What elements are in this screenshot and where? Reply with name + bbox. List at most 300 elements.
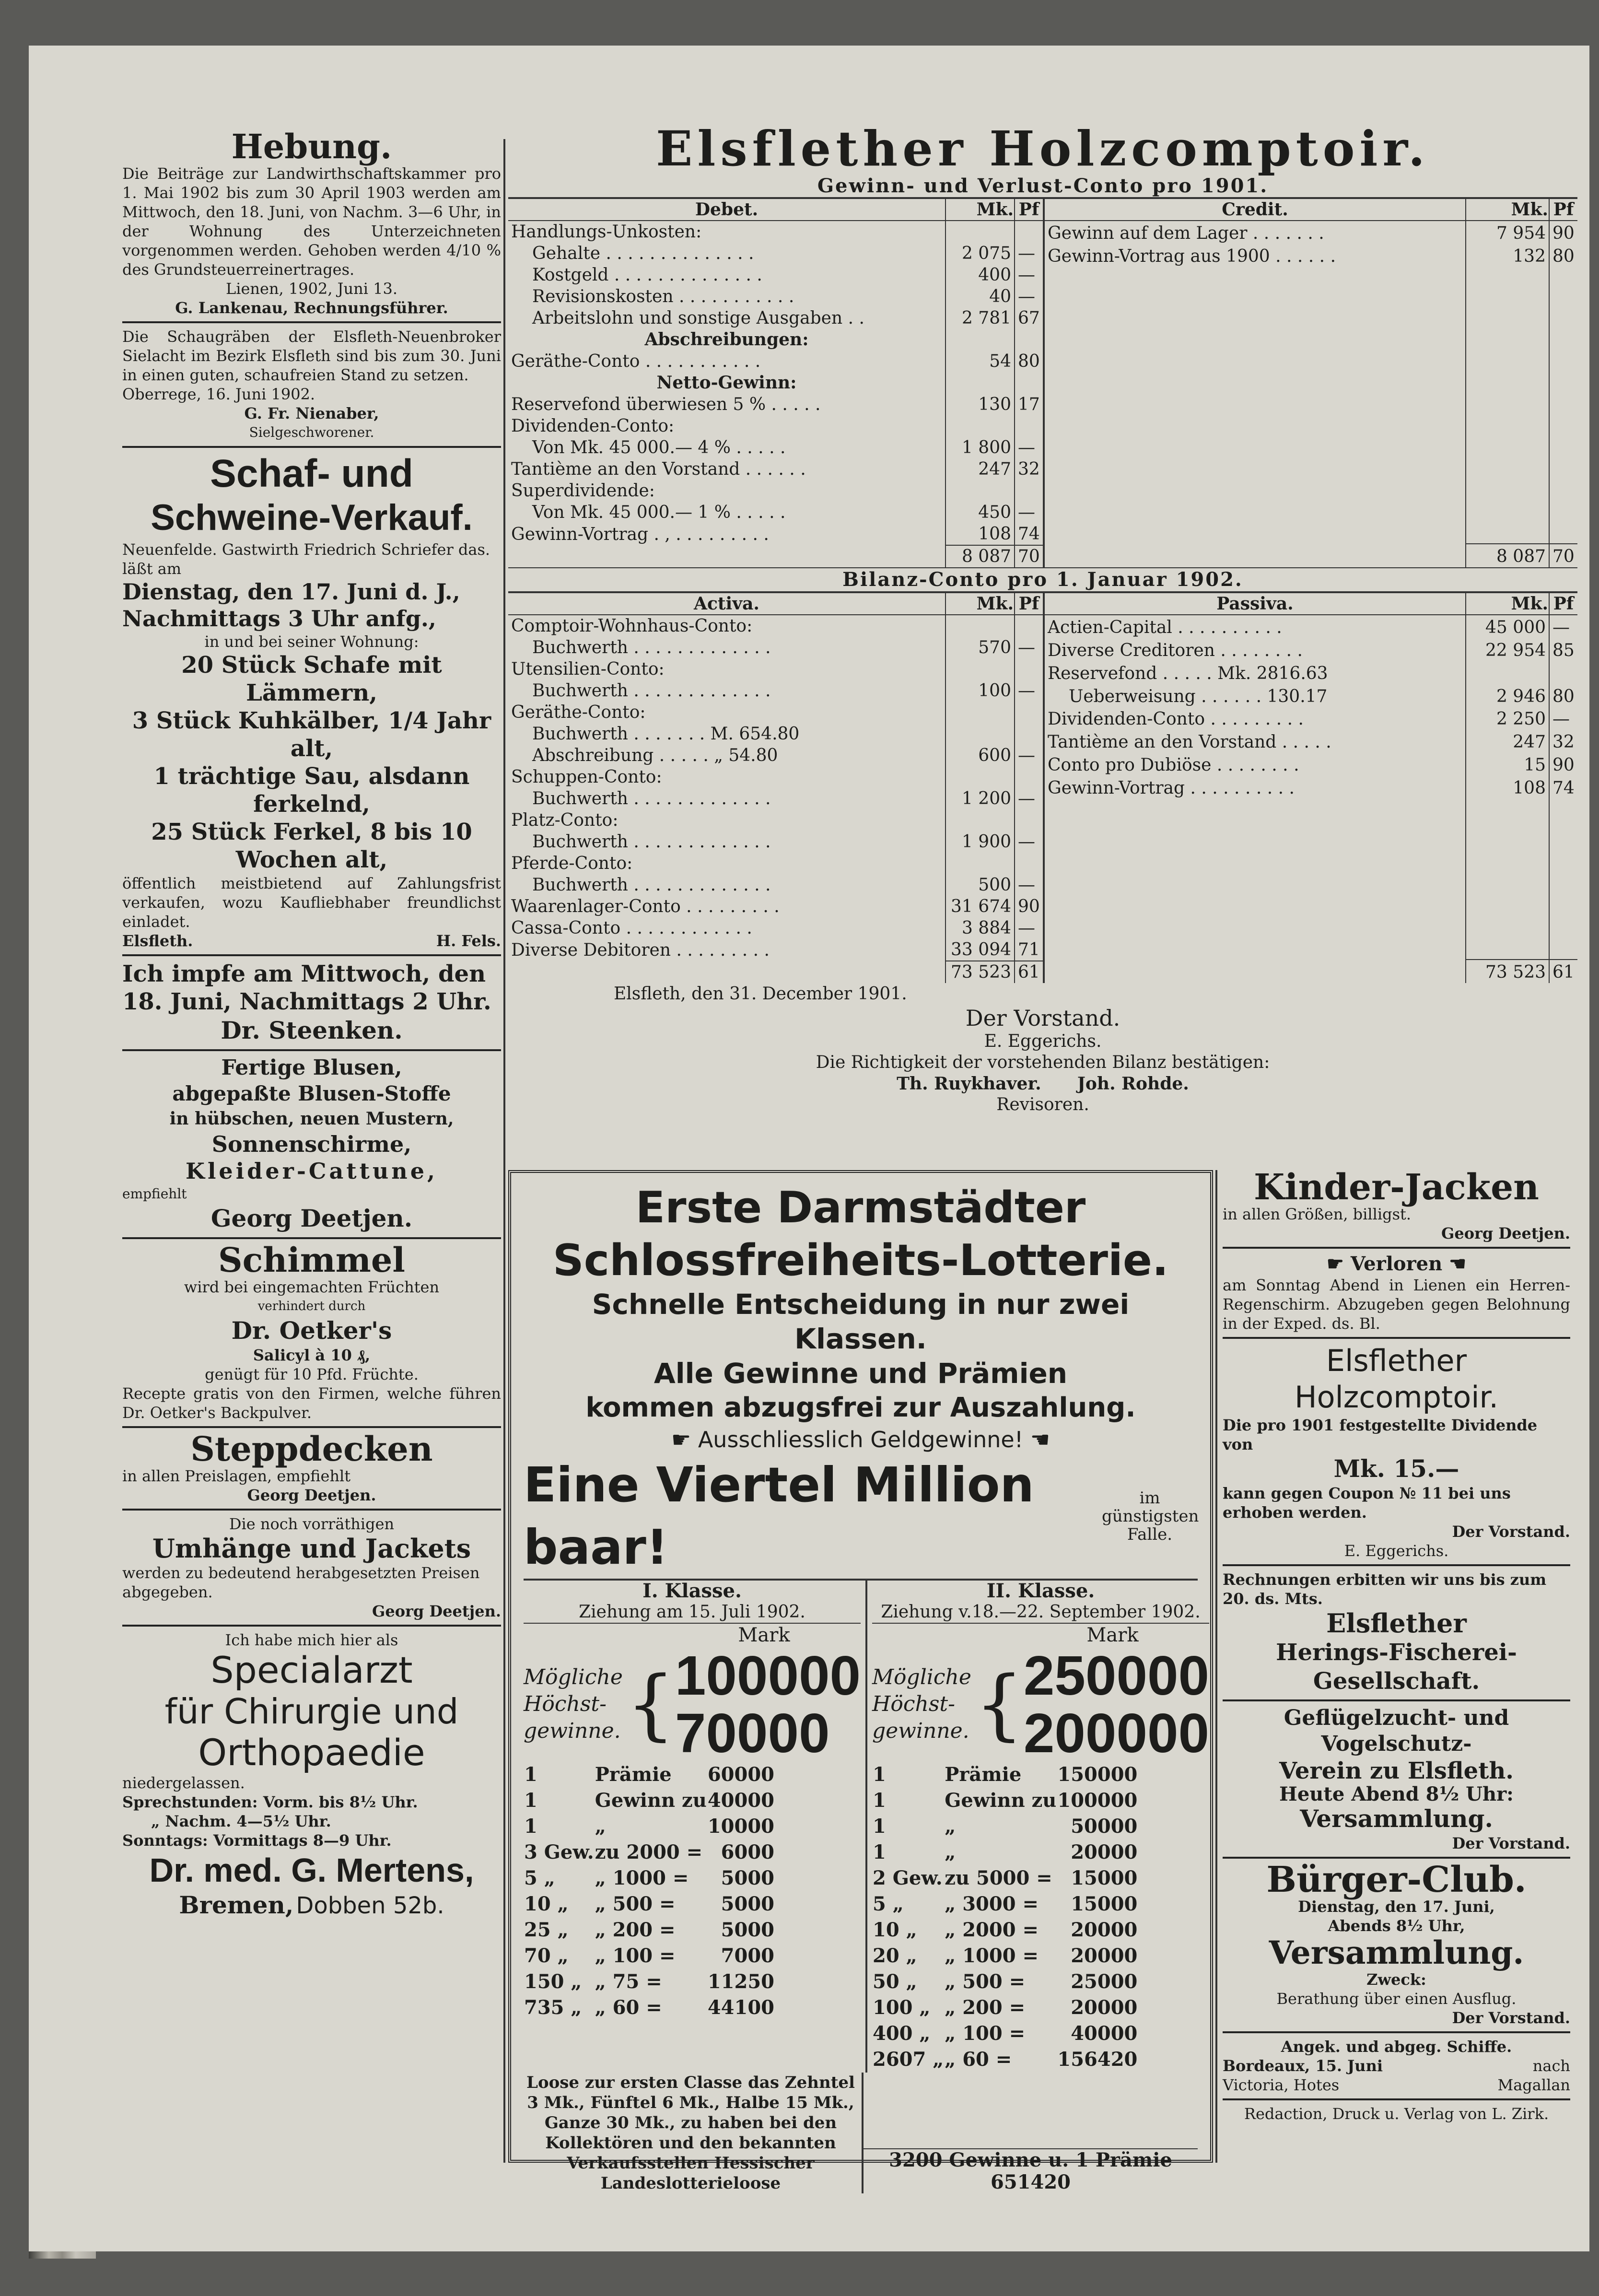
spacer-row [1044,405,1577,428]
class-2-top [872,1644,1209,1764]
account-mk: 54 [945,351,1015,372]
prize-label: zu 5000 = [945,1867,1052,1889]
holz2-sign2: E. Eggerichs. [1344,1542,1449,1560]
account-pf [1015,415,1043,437]
prize-label: „ 1000 = [595,1867,689,1889]
account-pf: — [1015,831,1043,853]
stepp-sign: Georg Deetjen. [247,1486,376,1504]
prize-amount: 60000 [707,1763,774,1786]
activa-header: Activa. [508,593,945,615]
lotto-title-1: Erste Darmstädter [635,1183,1086,1233]
class-1-title: I. Klasse. [642,1580,742,1602]
account-mk: 73 523 [1466,960,1549,983]
blusen-line: empfiehlt [122,1186,187,1202]
account-mk [945,658,1015,680]
mk-header: Mk. [1466,199,1549,221]
prize-label: „ 75 = [595,1970,662,1993]
lotto-footer [524,2073,1198,2193]
right-column [1223,1167,1570,2123]
account-mk: 2 250 [1466,707,1549,730]
account-label: Tantième an den Vorstand . . . . . [1048,732,1331,752]
prize-label: zu 2000 = [595,1841,703,1863]
prize-label: „ [945,1815,956,1838]
prize-amount: 20000 [1071,1841,1138,1863]
account-label [508,961,945,983]
spacer-row [1044,521,1577,544]
schaf-item: 20 Stück Schafe mit Lämmern, [181,652,442,706]
account-pf [1015,766,1043,788]
schiffe-row [1223,2075,1570,2095]
account-row [508,831,1043,853]
prize-count: 1 [873,1841,886,1863]
account-row [1044,684,1577,707]
account-row [508,961,1043,983]
account-label: Comptoir-Wohnhaus-Conto: [511,616,753,636]
schau-text: Die Schaugräben der Elsfleth-Neuenbroker Sielacht im Bezirk Elsfleth sind bis zum 30. Juni in einen guten, schaufreien Stand zu setzen. [122,328,501,384]
account-label: Buchwerth . . . . . . . . . . . . . [532,832,771,852]
passiva-table [1043,593,1577,983]
gefl-title: Verein zu Elsfleth. [1279,1757,1514,1784]
account-label: Gehalte . . . . . . . . . . . . . . [532,244,754,263]
buerger-line: Berathung über einen Ausflug. [1276,1990,1517,2008]
account-label: Dividenden-Conto: [511,416,675,436]
account-mk: 73 523 [945,961,1015,983]
divider [122,1509,501,1511]
account-row [508,502,1043,523]
account-pf [1015,372,1043,394]
account-pf: 80 [1015,351,1043,372]
brace-icon: { [975,1659,1024,1749]
kinder-title: Kinder-Jacken [1254,1167,1539,1208]
account-pf [1015,615,1043,637]
prize-row [524,1788,775,1814]
account-mk: 8 087 [945,545,1015,567]
prize-label: „ 200 = [595,1919,676,1941]
spacer-row [1044,429,1577,452]
account-row [508,458,1043,480]
pf-header: Pf [1015,199,1043,221]
account-label: Gewinn-Vortrag . . . . . . . . . . [1048,778,1295,798]
arzt-street: Dobben 52b. [296,1892,444,1919]
account-mk: 247 [945,458,1015,480]
account-row [508,809,1043,831]
divider [1223,1247,1570,1249]
class-2-table [872,1762,1209,2073]
prize-row [524,1814,775,1839]
spacer-row [1044,290,1577,313]
account-row [508,394,1043,415]
spacer-row [1044,359,1577,382]
arzt-name: Dr. med. G. Mertens, [149,1851,474,1889]
account-pf: — [1015,243,1043,264]
account-mk: 570 [945,637,1015,658]
account-pf: — [1549,615,1577,638]
gefl-big: Versammlung. [1300,1804,1493,1833]
class-2-title: II. Klasse. [986,1580,1095,1602]
account-pf: — [1015,788,1043,809]
rech-line: Rechnungen erbitten wir uns bis zum 20. ds. Mts. [1223,1570,1547,1608]
lotto-total: 3200 Gewinne u. 1 Prämie 651420 [864,2148,1198,2193]
account-row [1044,544,1577,567]
holz2-sign: Der Vorstand. [1452,1523,1570,1541]
arzt-title: Specialarzt [210,1649,413,1691]
prize-row [872,1969,1138,1995]
class-2 [867,1581,1209,2073]
account-label: Buchwerth . . . . . . . . . . . . . [532,789,771,808]
account-pf: 90 [1549,221,1577,244]
account-label: Reservefond . . . . . Mk. 2816.63 [1048,663,1328,683]
account-mk: 1 200 [945,788,1015,809]
prize-count: 1 [524,1815,537,1838]
account-mk [945,702,1015,723]
spacer-row [1044,267,1577,290]
holz-vorstand: Der Vorstand. [965,1005,1120,1031]
credit-table [1043,199,1577,567]
prize-amount: 20000 [1071,1919,1138,1941]
mk-header: Mk. [945,199,1015,221]
account-mk [945,221,1015,243]
account-label: Von Mk. 45 000.— 4 % . . . . . [532,438,786,457]
arzt-line: Ich habe mich hier als [225,1631,398,1649]
schaf-place: Elsfleth. [122,932,193,950]
prize-count: 50 „ [873,1970,917,1993]
schau-place: Oberrege, 16. Juni 1902. [122,385,315,403]
account-mk: 1 900 [945,831,1015,853]
lotto-sub: kommen abzugsfrei zur Auszahlung. [585,1392,1136,1423]
buerger-title: Bürger-Club. [1266,1859,1527,1900]
rech-title: Elsflether [1326,1608,1467,1639]
account-pf: — [1549,707,1577,730]
prize-label: „ 60 = [595,1996,662,2019]
schaf-where: in und bei seiner Wohnung: [204,633,419,651]
prize-amount: 50000 [1071,1815,1138,1838]
pointing-hand-icon: ☚ [1030,1427,1050,1453]
account-row [508,415,1043,437]
arzt-title: für Chirurgie und [164,1691,459,1732]
account-pf [1015,329,1043,351]
debet-rows [508,221,1043,567]
big-prize: 250000 [1023,1644,1209,1707]
big-prize: 100000 [675,1644,861,1707]
left-column [122,129,501,1920]
prize-count: 10 „ [873,1919,917,1941]
account-pf [1549,661,1577,684]
account-pf: — [1015,637,1043,658]
umh-sign: Georg Deetjen. [372,1602,501,1620]
account-row [1044,960,1577,983]
account-row [508,702,1043,723]
account-mk: 400 [945,264,1015,286]
bilanz-title: Bilanz-Conto pro 1. Januar 1902. [508,567,1577,593]
account-label: Von Mk. 45 000.— 1 % . . . . . [532,503,786,522]
account-row [508,853,1043,874]
spacer-row [1044,382,1577,405]
verloren-title: Verloren [1350,1253,1443,1275]
revisor-1: Th. Ruykhaver. [897,1074,1041,1094]
account-pf: 17 [1015,394,1043,415]
schaf-item: 3 Stück Kuhkälber, 1/4 Jahr alt, [132,707,491,762]
prize-count: 1 [873,1815,886,1838]
gv-conto [508,199,1577,567]
kinder-sign: Georg Deetjen. [1441,1224,1570,1242]
account-row [508,615,1043,637]
prize-count: 1 [873,1763,886,1786]
account-pf: 90 [1015,896,1043,917]
account-row [508,545,1043,567]
prize-count: 2607 „ [873,2048,944,2071]
account-row [1044,753,1577,776]
prize-amount: 15000 [1071,1867,1138,1889]
account-mk: 2 075 [945,243,1015,264]
account-mk: 2 781 [945,307,1015,329]
account-label: Actien-Capital . . . . . . . . . . [1048,617,1282,637]
account-row [508,523,1043,545]
blusen-sign: Georg Deetjen. [210,1204,413,1232]
gefl-line: Heute Abend 8½ Uhr: [1279,1783,1514,1805]
prize-label: „ [945,1841,956,1863]
account-pf: 80 [1549,244,1577,267]
divider [1223,2031,1570,2033]
prize-row [524,1839,775,1865]
account-mk [945,372,1015,394]
account-row [508,939,1043,961]
account-label: Conto pro Dubiöse . . . . . . . . [1048,755,1299,775]
prize-amount: 40000 [707,1789,774,1812]
blusen-line: abgepaßte Blusen-Stoffe [172,1082,451,1105]
hebung-place: Lienen, 1902, Juni 13. [225,280,398,298]
spacer-row [1044,336,1577,359]
verloren-head [1223,1253,1570,1276]
account-mk: 31 674 [945,896,1015,917]
account-pf [1015,658,1043,680]
arzt-line: niedergelassen. [122,1774,245,1792]
buerger-big: Versammlung. [1269,1934,1524,1971]
lotto-sub: Alle Gewinne und Prämien [654,1357,1068,1390]
account-pf: — [1015,502,1043,523]
prize-amount: 6000 [721,1841,774,1863]
prize-amount: 10000 [707,1815,774,1838]
column-divider [1215,1170,1217,2163]
account-row [508,788,1043,809]
account-label: Tantième an den Vorstand . . . . . . [511,459,806,479]
account-row [508,221,1043,243]
schimmel-line: Recepte gratis von den Firmen, welche führen Dr. Oetker's Backpulver. [122,1384,501,1422]
lotto-geld-text: Ausschliesslich Geldgewinne! [698,1427,1024,1453]
account-row [508,329,1043,351]
holz2-title: Elsflether Holzcomptoir. [1294,1343,1499,1415]
pointing-hand-icon: ☛ [1327,1253,1344,1275]
account-row [508,351,1043,372]
account-pf: — [1015,874,1043,896]
prize-count: 1 [524,1789,537,1812]
account-mk [945,766,1015,788]
prize-amount: 5000 [721,1867,774,1889]
revisor-2: Joh. Rohde. [1077,1074,1189,1094]
account-label: Abschreibung . . . . . „ 54.80 [532,746,778,765]
prize-amount: 15000 [1071,1893,1138,1915]
account-mk: 108 [1466,776,1549,799]
account-label [1044,544,1466,567]
account-label: Gewinn auf dem Lager . . . . . . . [1048,223,1324,244]
account-row [508,437,1043,458]
pf-header: Pf [1015,593,1043,615]
account-pf: 74 [1549,776,1577,799]
debet-header: Debet. [508,199,945,221]
holz-title: Elsflether Holzcomptoir. [656,120,1430,177]
prize-row [872,1995,1138,2021]
account-mk: 45 000 [1466,615,1549,638]
passiva-header: Passiva. [1044,593,1466,615]
prize-row [524,1969,775,1995]
account-label: Gewinn-Vortrag aus 1900 . . . . . . [1048,246,1336,267]
account-row [1044,638,1577,661]
account-label: Diverse Creditoren . . . . . . . . [1048,640,1303,660]
account-pf: 74 [1015,523,1043,545]
account-pf: 67 [1015,307,1043,329]
holz-subtitle: Gewinn- und Verlust-Conto pro 1901. [817,175,1269,197]
account-row [1044,776,1577,799]
account-mk: 108 [945,523,1015,545]
account-label [1044,960,1466,983]
account-row [1044,244,1577,267]
schaf-sign: H. Fels. [436,932,501,950]
class-1 [524,1581,867,2073]
account-pf: 61 [1015,961,1043,983]
moegl-label: Mögliche Höchst-gewinne. [872,1665,971,1743]
arzt-city: Bremen, [179,1891,294,1919]
lotto-classes [524,1580,1209,2073]
divider [1223,1699,1570,1701]
pointing-hand-icon: ☛ [671,1427,691,1453]
lottery-ad [508,1170,1213,2193]
account-label: Buchwerth . . . . . . . . . . . . . [532,638,771,657]
account-label [508,545,945,567]
schiffe-line: Victoria, Hotes [1223,2076,1340,2094]
prize-row [524,1917,775,1943]
account-row [508,680,1043,702]
schiffe-row [1223,2056,1570,2075]
buerger-sign: Der Vorstand. [1452,2009,1570,2027]
buerger-line: Abends 8½ Uhr, [1328,1917,1465,1935]
account-mk: 132 [1466,244,1549,267]
prize-count: 735 „ [524,1996,582,2019]
lotto-sub: Schnelle Entscheidung in nur zwei Klassen. [592,1288,1130,1355]
prize-count: 5 „ [524,1867,555,1889]
prize-label: „ 500 = [595,1893,676,1915]
prize-row [872,1788,1138,1814]
account-pf: — [1015,680,1043,702]
account-label: Buchwerth . . . . . . . M. 654.80 [532,724,800,744]
prize-label: „ 60 = [945,2048,1012,2071]
class-1-big [675,1644,861,1764]
passiva-rows [1044,615,1577,983]
account-label: Superdividende: [511,481,655,501]
account-label: Cassa-Conto . . . . . . . . . . . . [511,918,752,938]
activa-table [508,593,1043,983]
account-pf: 71 [1015,939,1043,961]
prize-row [524,1995,775,2021]
account-pf: 85 [1549,638,1577,661]
schaf-outro: öffentlich meistbietend auf Zahlungsfrist verkaufen, wozu Kaufliebhaber freundlichst einladet. [122,874,501,931]
hebung-title: Hebung. [231,127,392,166]
hebung-sign: G. Lankenau, Rechnungsführer. [175,299,448,317]
prize-label: „ [595,1815,606,1838]
prize-amount: 44100 [707,1996,774,2019]
account-label: Utensilien-Conto: [511,659,665,679]
account-pf: 70 [1549,544,1577,567]
account-label: Buchwerth . . . . . . . . . . . . . [532,681,771,701]
account-pf [1015,480,1043,502]
blusen-line: in hübschen, neuen Mustern, [169,1109,454,1129]
arzt-address [122,1890,501,1920]
divider [122,1426,501,1428]
prize-count: 1 [873,1789,886,1812]
prize-count: 150 „ [524,1970,582,1993]
account-row [508,480,1043,502]
account-label: Gewinn-Vortrag . , . . . . . . . . . [511,525,769,544]
account-label: Handlungs-Unkosten: [511,222,702,242]
lotto-main-row [524,1454,1198,1579]
lotto-side: im günstigsten Falle. [1102,1488,1199,1544]
lotto-title-2: Schlossfreiheits-Lotterie. [552,1235,1169,1286]
bilanz-conto [508,593,1577,983]
account-pf: 70 [1015,545,1043,567]
class-1-table [524,1762,861,2021]
account-row [508,637,1043,658]
account-pf: — [1015,264,1043,286]
schaf-title-2: Schweine-Verkauf. [151,497,473,538]
prize-amount: 5000 [721,1893,774,1915]
prize-row [872,2047,1138,2073]
schimmel-line: wird bei eingemachten Früchten [184,1278,440,1296]
account-row [1044,615,1577,638]
lotto-loose: Loose zur ersten Classe das Zehntel 3 Mk., Fünftel 6 Mk., Halbe 15 Mk., Ganze 30 Mk., zu haben bei den Kollektören und den bekannten Verkaufsstellen Hessischer Landeslotterieloose [524,2073,864,2193]
prize-count: 70 „ [524,1945,569,1967]
account-row [1044,707,1577,730]
holz-revisoren: Revisoren. [996,1095,1089,1114]
mark-label: Mark [738,1624,790,1646]
prize-amount: 40000 [1071,2022,1138,2045]
prize-label: „ 3000 = [945,1893,1039,1915]
blusen-line: Kleider-Cattune, [185,1158,438,1184]
account-row [508,372,1043,394]
account-label: Reservefond überwiesen 5 % . . . . . [511,395,821,414]
account-mk: 3 884 [945,917,1015,939]
buerger-line: Dienstag, den 17. Juni, [1298,1898,1495,1916]
account-label: Diverse Debitoren . . . . . . . . . [511,940,770,960]
brace-icon: { [626,1659,675,1749]
spacer-row [1044,890,1577,914]
account-row [508,874,1043,896]
spacer-row [1044,452,1577,475]
prize-label: Prämie [945,1763,1022,1786]
lotto-main: Eine Viertel Million baar! [524,1457,1034,1575]
account-pf [1015,723,1043,745]
account-mk: 33 094 [945,939,1015,961]
prize-row [524,1762,775,1788]
account-pf: 32 [1015,458,1043,480]
account-label: Abschreibungen: [644,329,809,350]
credit-header: Credit. [1044,199,1466,221]
account-pf: 80 [1549,684,1577,707]
prize-row [872,1943,1138,1969]
buerger-line: Zweck: [1366,1970,1426,1989]
account-row [1044,221,1577,244]
holz-revisors [508,1073,1577,1094]
divider [1223,1857,1570,1859]
account-mk: 1 800 [945,437,1015,458]
spacer-row [1044,937,1577,960]
